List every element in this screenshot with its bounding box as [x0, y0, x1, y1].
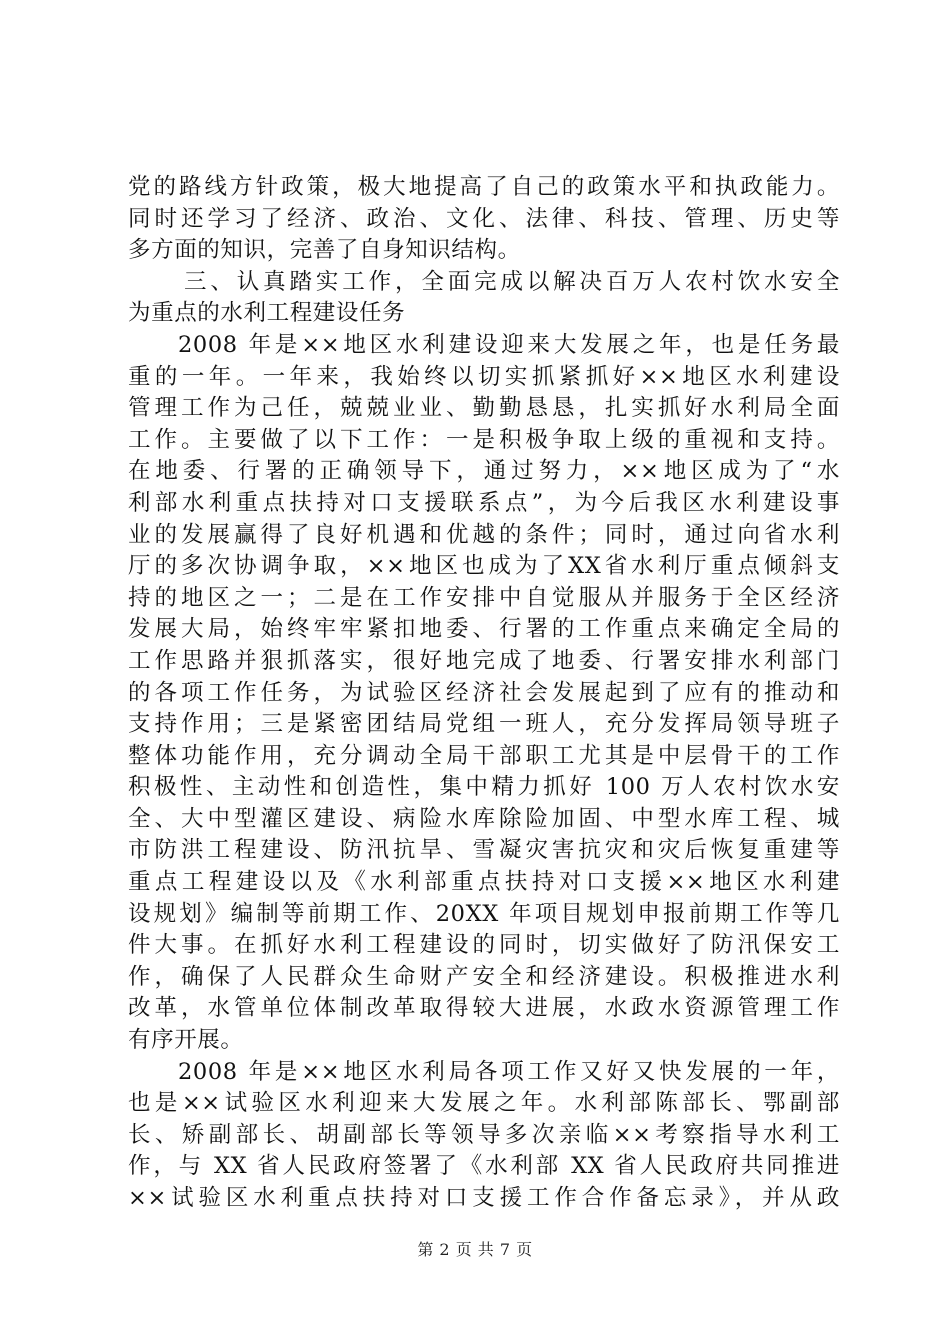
- text-line: 有序开展。: [128, 1027, 244, 1054]
- text-line: 厅的多次协调争取，××地区也成为了XX省水利厅重点倾斜支: [128, 553, 840, 580]
- text-line: 也是××试验区水利迎来大发展之年。水利部陈部长、鄂副部: [128, 1090, 840, 1117]
- text-line: 作，与 XX 省人民政府签署了《水利部 XX 省人民政府共同推进: [128, 1153, 840, 1180]
- text-line: 多方面的知识，完善了自身知识结构。: [128, 237, 521, 264]
- text-line: ××试验区水利重点扶持对口支援工作合作备忘录》，并从政: [128, 1185, 840, 1211]
- text-line: 工作。主要做了以下工作：一是积极争取上级的重视和支持。: [128, 426, 840, 453]
- text-line: 件大事。在抓好水利工程建设的同时，切实做好了防汛保安工: [128, 932, 840, 959]
- text-line: 业的发展赢得了良好机遇和优越的条件；同时，通过向省水利: [128, 521, 840, 548]
- text-line: 利部水利重点扶持对口支援联系点”，为今后我区水利建设事: [128, 489, 840, 516]
- text-line: 党的路线方针政策，极大地提高了自己的政策水平和执政能力。: [128, 174, 840, 200]
- text-line: 在地委、行署的正确领导下，通过努力，××地区成为了“水: [128, 458, 840, 485]
- text-line: 改革，水管单位体制改革取得较大进展，水政水资源管理工作: [128, 995, 840, 1022]
- text-line: 全、大中型灌区建设、病险水库除险加固、中型水库工程、城: [128, 805, 840, 832]
- text-line: 重的一年。一年来，我始终以切实抓紧抓好××地区水利建设: [128, 363, 840, 390]
- text-line: 同时还学习了经济、政治、文化、法律、科技、管理、历史等: [128, 205, 840, 232]
- text-line: 市防洪工程建设、防汛抗旱、雪凝灾害抗灾和灾后恢复重建等: [128, 837, 840, 864]
- text-line: 长、矫副部长、胡副部长等领导多次亲临××考察指导水利工: [128, 1121, 840, 1148]
- page-number-footer: 第 2 页 共 7 页: [417, 1240, 533, 1259]
- text-line: 设规划》编制等前期工作、20XX 年项目规划申报前期工作等几: [128, 900, 840, 927]
- text-line: 整体功能作用，充分调动全局干部职工尤其是中层骨干的工作: [128, 742, 840, 769]
- text-line: 重点工程建设以及《水利部重点扶持对口支援××地区水利建: [128, 869, 840, 896]
- text-line: 作，确保了人民群众生命财产安全和经济建设。积极推进水利: [128, 963, 840, 990]
- text-line: 发展大局，始终牢牢紧扣地委、行署的工作重点来确定全局的: [128, 616, 840, 643]
- text-line: 支持作用；三是紧密团结局党组一班人，充分发挥局领导班子: [128, 711, 840, 738]
- text-line: 2008 年是××地区水利局各项工作又好又快发展的一年，: [178, 1058, 840, 1085]
- text-line: 管理工作为己任，兢兢业业、勤勤恳恳，扎实抓好水利局全面: [128, 395, 840, 422]
- text-line: 持的地区之一；二是在工作安排中自觉服从并服务于全区经济: [128, 584, 840, 611]
- text-line: 2008 年是××地区水利建设迎来大发展之年，也是任务最: [178, 331, 840, 358]
- text-line: 工作思路并狠抓落实，很好地完成了地委、行署安排水利部门: [128, 647, 840, 674]
- section-heading-line: 为重点的水利工程建设任务: [128, 300, 406, 327]
- section-heading-line: 三、认真踏实工作，全面完成以解决百万人农村饮水安全: [184, 268, 840, 295]
- text-line: 积极性、主动性和创造性，集中精力抓好 100 万人农村饮水安: [128, 774, 840, 801]
- text-line: 的各项工作任务，为试验区经济社会发展起到了应有的推动和: [128, 679, 840, 706]
- body-text: [128, 172, 840, 1215]
